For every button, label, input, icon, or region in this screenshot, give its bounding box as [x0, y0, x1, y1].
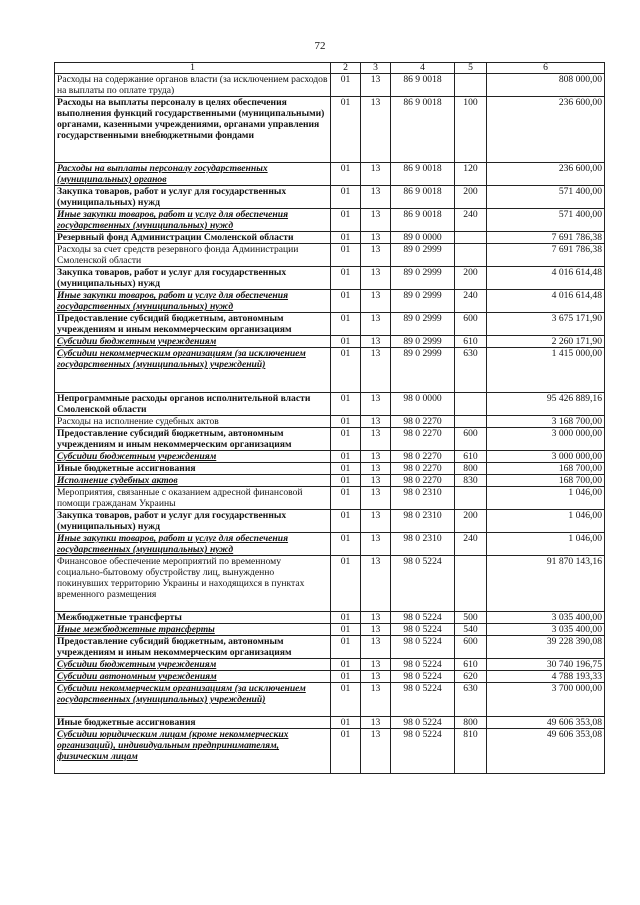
- table-row: [55, 659, 605, 671]
- row-amount: 95 426 889,16: [487, 393, 605, 416]
- row-subsection: 13: [361, 683, 391, 717]
- row-section: 01: [331, 612, 361, 624]
- table-row: [55, 683, 605, 717]
- table-row: [55, 612, 605, 624]
- table-row: [55, 290, 605, 313]
- row-target-article: 98 0 2310: [391, 487, 455, 510]
- row-amount: 4 016 614,48: [487, 267, 605, 290]
- row-section: 01: [331, 717, 361, 729]
- row-expense-type: 100: [455, 97, 487, 163]
- row-name: Иные бюджетные ассигнования: [55, 463, 331, 475]
- row-section: 01: [331, 244, 361, 267]
- row-amount: 7 691 786,38: [487, 244, 605, 267]
- row-name: Расходы на исполнение судебных актов: [55, 416, 331, 428]
- row-subsection: 13: [361, 209, 391, 232]
- row-amount: 3 000 000,00: [487, 451, 605, 463]
- table-row: [55, 74, 605, 97]
- table-row: [55, 313, 605, 336]
- row-amount: 168 700,00: [487, 475, 605, 487]
- row-target-article: 86 9 0018: [391, 209, 455, 232]
- row-name: Закупка товаров, работ и услуг для государственных (муниципальных) нужд: [55, 186, 331, 209]
- row-section: 01: [331, 313, 361, 336]
- table-row: [55, 624, 605, 636]
- row-name: Субсидии бюджетным учреждениям: [55, 659, 331, 671]
- row-expense-type: 240: [455, 209, 487, 232]
- table-row: [55, 232, 605, 244]
- row-subsection: 13: [361, 186, 391, 209]
- row-section: 01: [331, 624, 361, 636]
- row-expense-type: 600: [455, 313, 487, 336]
- row-subsection: 13: [361, 556, 391, 612]
- row-amount: 3 000 000,00: [487, 428, 605, 451]
- table-header-row: [55, 63, 605, 74]
- row-amount: 39 228 390,08: [487, 636, 605, 659]
- table-row: [55, 393, 605, 416]
- row-section: 01: [331, 428, 361, 451]
- row-subsection: 13: [361, 624, 391, 636]
- row-expense-type: 120: [455, 163, 487, 186]
- table-row: [55, 348, 605, 393]
- row-name: Иные закупки товаров, работ и услуг для обеспечения государственных (муниципальных) нужд: [55, 209, 331, 232]
- table-row: [55, 717, 605, 729]
- row-name: Субсидии некоммерческим организациям (за исключением государственных (муниципальных) учреждений): [55, 683, 331, 717]
- column-header-6: 6: [487, 63, 605, 74]
- row-section: 01: [331, 186, 361, 209]
- row-subsection: 13: [361, 717, 391, 729]
- row-subsection: 13: [361, 451, 391, 463]
- row-expense-type: 200: [455, 186, 487, 209]
- row-amount: 3 700 000,00: [487, 683, 605, 717]
- row-expense-type: 830: [455, 475, 487, 487]
- row-name: Иные закупки товаров, работ и услуг для обеспечения государственных (муниципальных) нужд: [55, 533, 331, 556]
- row-amount: 91 870 143,16: [487, 556, 605, 612]
- column-header-4: 4: [391, 63, 455, 74]
- row-expense-type: 630: [455, 348, 487, 393]
- table-row: [55, 556, 605, 612]
- row-subsection: 13: [361, 393, 391, 416]
- row-subsection: 13: [361, 475, 391, 487]
- row-target-article: 98 0 2270: [391, 451, 455, 463]
- row-amount: 571 400,00: [487, 209, 605, 232]
- row-section: 01: [331, 163, 361, 186]
- row-name: Закупка товаров, работ и услуг для государственных (муниципальных) нужд: [55, 510, 331, 533]
- row-expense-type: 620: [455, 671, 487, 683]
- row-section: 01: [331, 463, 361, 475]
- row-subsection: 13: [361, 428, 391, 451]
- table-row: [55, 671, 605, 683]
- row-section: 01: [331, 74, 361, 97]
- row-target-article: 98 0 5224: [391, 717, 455, 729]
- row-section: 01: [331, 451, 361, 463]
- row-section: 01: [331, 97, 361, 163]
- row-section: 01: [331, 348, 361, 393]
- row-section: 01: [331, 290, 361, 313]
- page-number: 72: [314, 40, 326, 52]
- row-expense-type: [455, 556, 487, 612]
- table-row: [55, 451, 605, 463]
- row-amount: 1 046,00: [487, 487, 605, 510]
- column-header-5: 5: [455, 63, 487, 74]
- row-amount: 1 415 000,00: [487, 348, 605, 393]
- row-section: 01: [331, 416, 361, 428]
- row-target-article: 86 9 0018: [391, 74, 455, 97]
- row-subsection: 13: [361, 659, 391, 671]
- row-amount: 808 000,00: [487, 74, 605, 97]
- row-name: Предоставление субсидий бюджетным, автономным учреждениям и иным некоммерческим организациям: [55, 428, 331, 451]
- row-expense-type: [455, 416, 487, 428]
- row-target-article: 98 0 2270: [391, 416, 455, 428]
- row-name: Иные межбюджетные трансферты: [55, 624, 331, 636]
- table-row: [55, 244, 605, 267]
- table-row: [55, 209, 605, 232]
- budget-table: [54, 62, 605, 774]
- row-section: 01: [331, 671, 361, 683]
- row-subsection: 13: [361, 487, 391, 510]
- row-name: Субсидии бюджетным учреждениям: [55, 336, 331, 348]
- row-target-article: 98 0 5224: [391, 612, 455, 624]
- row-amount: 7 691 786,38: [487, 232, 605, 244]
- row-subsection: 13: [361, 313, 391, 336]
- row-amount: 571 400,00: [487, 186, 605, 209]
- row-target-article: 89 0 2999: [391, 290, 455, 313]
- row-amount: 236 600,00: [487, 163, 605, 186]
- row-name: Субсидии автономным учреждениям: [55, 671, 331, 683]
- row-name: Предоставление субсидий бюджетным, автономным учреждениям и иным некоммерческим организациям: [55, 636, 331, 659]
- row-expense-type: [455, 244, 487, 267]
- row-section: 01: [331, 209, 361, 232]
- row-target-article: 98 0 2270: [391, 475, 455, 487]
- row-section: 01: [331, 232, 361, 244]
- row-name: Непрограммные расходы органов исполнительной власти Смоленской области: [55, 393, 331, 416]
- table-body: [55, 74, 605, 774]
- row-expense-type: [455, 393, 487, 416]
- row-amount: 3 035 400,00: [487, 612, 605, 624]
- column-header-2: 2: [331, 63, 361, 74]
- row-section: 01: [331, 533, 361, 556]
- row-amount: 4 788 193,33: [487, 671, 605, 683]
- row-section: 01: [331, 267, 361, 290]
- row-name: Иные бюджетные ассигнования: [55, 717, 331, 729]
- row-expense-type: 600: [455, 636, 487, 659]
- row-expense-type: 200: [455, 267, 487, 290]
- row-target-article: 98 0 5224: [391, 556, 455, 612]
- row-target-article: 86 9 0018: [391, 186, 455, 209]
- table-row: [55, 463, 605, 475]
- row-target-article: 86 9 0018: [391, 163, 455, 186]
- row-amount: 2 260 171,90: [487, 336, 605, 348]
- row-subsection: 13: [361, 348, 391, 393]
- row-subsection: 13: [361, 533, 391, 556]
- row-target-article: 89 0 0000: [391, 232, 455, 244]
- row-expense-type: 810: [455, 729, 487, 774]
- row-subsection: 13: [361, 74, 391, 97]
- row-name: Мероприятия, связанные с оказанием адресной финансовой помощи гражданам Украины: [55, 487, 331, 510]
- row-amount: 3 168 700,00: [487, 416, 605, 428]
- row-subsection: 13: [361, 612, 391, 624]
- row-target-article: 98 0 2310: [391, 510, 455, 533]
- table-row: [55, 533, 605, 556]
- row-subsection: 13: [361, 290, 391, 313]
- row-subsection: 13: [361, 267, 391, 290]
- row-target-article: 98 0 5224: [391, 636, 455, 659]
- row-subsection: 13: [361, 636, 391, 659]
- row-amount: 236 600,00: [487, 97, 605, 163]
- row-amount: 3 035 400,00: [487, 624, 605, 636]
- row-name: Субсидии некоммерческим организациям (за исключением государственных (муниципальных) учреждений): [55, 348, 331, 393]
- row-name: Исполнение судебных актов: [55, 475, 331, 487]
- row-subsection: 13: [361, 671, 391, 683]
- row-expense-type: 240: [455, 290, 487, 313]
- table-row: [55, 729, 605, 774]
- row-subsection: 13: [361, 244, 391, 267]
- row-target-article: 98 0 5224: [391, 659, 455, 671]
- row-subsection: 13: [361, 416, 391, 428]
- row-expense-type: [455, 74, 487, 97]
- table-row: [55, 97, 605, 163]
- row-section: 01: [331, 729, 361, 774]
- row-amount: 49 606 353,08: [487, 717, 605, 729]
- row-section: 01: [331, 659, 361, 671]
- row-subsection: 13: [361, 510, 391, 533]
- row-expense-type: 800: [455, 463, 487, 475]
- row-name: Субсидии бюджетным учреждениям: [55, 451, 331, 463]
- row-amount: 30 740 196,75: [487, 659, 605, 671]
- row-target-article: 89 0 2999: [391, 336, 455, 348]
- row-amount: 1 046,00: [487, 533, 605, 556]
- row-name: Финансовое обеспечение мероприятий по временному социально-бытовому обустройству лиц, вынужденно покинувших территорию Украины и находящихся в пунктах временного размещения: [55, 556, 331, 612]
- row-name: Расходы на выплаты персоналу государственных (муниципальных) органов: [55, 163, 331, 186]
- row-name: Межбюджетные трансферты: [55, 612, 331, 624]
- column-header-3: 3: [361, 63, 391, 74]
- row-target-article: 98 0 5224: [391, 729, 455, 774]
- row-subsection: 13: [361, 336, 391, 348]
- row-section: 01: [331, 636, 361, 659]
- row-expense-type: 800: [455, 717, 487, 729]
- row-target-article: 98 0 5224: [391, 683, 455, 717]
- row-target-article: 86 9 0018: [391, 97, 455, 163]
- row-subsection: 13: [361, 97, 391, 163]
- row-name: Расходы за счет средств резервного фонда Администрации Смоленской области: [55, 244, 331, 267]
- row-target-article: 98 0 0000: [391, 393, 455, 416]
- row-section: 01: [331, 475, 361, 487]
- row-expense-type: 240: [455, 533, 487, 556]
- table-row: [55, 475, 605, 487]
- row-target-article: 98 0 2310: [391, 533, 455, 556]
- row-expense-type: [455, 487, 487, 510]
- table-row: [55, 487, 605, 510]
- row-amount: 3 675 171,90: [487, 313, 605, 336]
- table-row: [55, 428, 605, 451]
- row-expense-type: 610: [455, 659, 487, 671]
- table-row: [55, 267, 605, 290]
- row-expense-type: 630: [455, 683, 487, 717]
- row-section: 01: [331, 487, 361, 510]
- row-name: Расходы на выплаты персоналу в целях обеспечения выполнения функций государственными (муниципальными) органами, казенными учреждениями, органами управления государственными внебюджетными фондами: [55, 97, 331, 163]
- row-section: 01: [331, 393, 361, 416]
- row-name: Расходы на содержание органов власти (за исключением расходов на выплаты по оплате труда): [55, 74, 331, 97]
- row-section: 01: [331, 556, 361, 612]
- table-row: [55, 336, 605, 348]
- row-expense-type: 500: [455, 612, 487, 624]
- table-row: [55, 163, 605, 186]
- row-expense-type: 610: [455, 336, 487, 348]
- row-expense-type: 200: [455, 510, 487, 533]
- row-expense-type: 540: [455, 624, 487, 636]
- row-target-article: 98 0 5224: [391, 671, 455, 683]
- row-amount: 1 046,00: [487, 510, 605, 533]
- row-section: 01: [331, 336, 361, 348]
- row-target-article: 89 0 2999: [391, 267, 455, 290]
- row-expense-type: 610: [455, 451, 487, 463]
- table-row: [55, 186, 605, 209]
- row-amount: 168 700,00: [487, 463, 605, 475]
- table-row: [55, 510, 605, 533]
- row-subsection: 13: [361, 163, 391, 186]
- row-subsection: 13: [361, 232, 391, 244]
- row-amount: 49 606 353,08: [487, 729, 605, 774]
- table-row: [55, 636, 605, 659]
- table-row: [55, 416, 605, 428]
- row-target-article: 89 0 2999: [391, 313, 455, 336]
- row-name: Закупка товаров, работ и услуг для государственных (муниципальных) нужд: [55, 267, 331, 290]
- row-name: Резервный фонд Администрации Смоленской области: [55, 232, 331, 244]
- row-target-article: 89 0 2999: [391, 348, 455, 393]
- row-name: Предоставление субсидий бюджетным, автономным учреждениям и иным некоммерческим организациям: [55, 313, 331, 336]
- row-subsection: 13: [361, 463, 391, 475]
- row-section: 01: [331, 683, 361, 717]
- row-expense-type: [455, 232, 487, 244]
- row-name: Иные закупки товаров, работ и услуг для обеспечения государственных (муниципальных) нужд: [55, 290, 331, 313]
- column-header-1: 1: [55, 63, 331, 74]
- row-subsection: 13: [361, 729, 391, 774]
- row-amount: 4 016 614,48: [487, 290, 605, 313]
- row-name: Субсидии юридическим лицам (кроме некоммерческих организаций), индивидуальным предпринимателям, физическим лицам: [55, 729, 331, 774]
- row-target-article: 98 0 2270: [391, 428, 455, 451]
- row-target-article: 98 0 2270: [391, 463, 455, 475]
- row-section: 01: [331, 510, 361, 533]
- row-target-article: 98 0 5224: [391, 624, 455, 636]
- row-target-article: 89 0 2999: [391, 244, 455, 267]
- row-expense-type: 600: [455, 428, 487, 451]
